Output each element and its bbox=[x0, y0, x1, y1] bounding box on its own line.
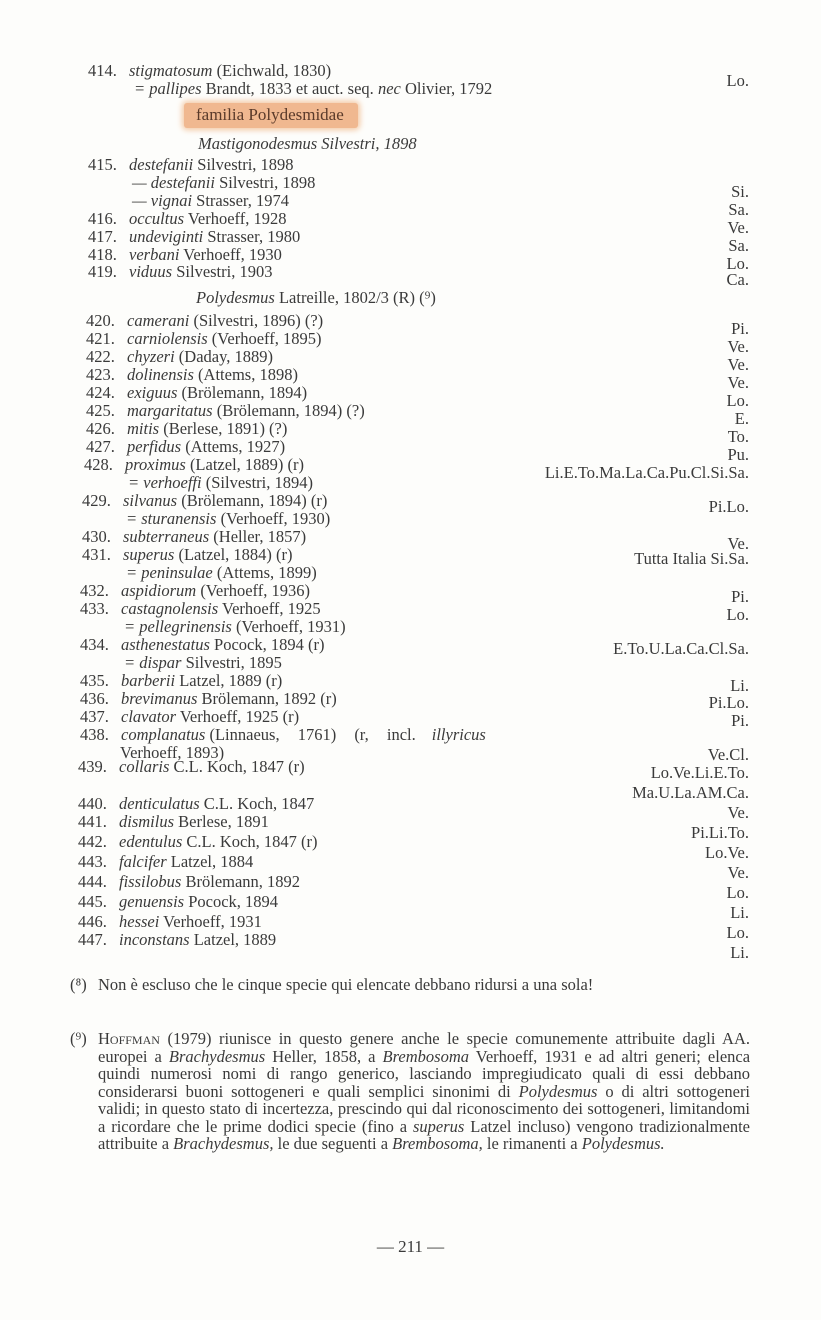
entry-number: 443. bbox=[78, 852, 107, 871]
region-label: Pi.Li.To. bbox=[691, 823, 749, 842]
species-name: subterraneus bbox=[123, 527, 210, 546]
entry-number: 425. bbox=[86, 401, 115, 420]
species-entry bbox=[86, 402, 365, 420]
region-label: Ve. bbox=[727, 337, 749, 356]
species-authority: Pocock, 1894 bbox=[188, 892, 279, 911]
synonym-entry bbox=[128, 474, 313, 492]
entry-number: 417. bbox=[88, 227, 117, 246]
genus-heading-text: Mastigonodesmus Silvestri, 1898 bbox=[198, 134, 417, 153]
species-name: perfidus bbox=[127, 437, 182, 456]
region-label: Lo. bbox=[726, 923, 749, 942]
region-label: E.To.U.La.Ca.Cl.Sa. bbox=[613, 639, 749, 658]
species-authority: Silvestri, 1898 bbox=[197, 155, 294, 174]
region-label: Pi. bbox=[731, 319, 749, 338]
species-name: exiguus bbox=[127, 383, 178, 402]
region-label: Ve. bbox=[727, 355, 749, 374]
species-authority: (Berlese, 1891) (?) bbox=[163, 419, 288, 438]
region-label: Ve. bbox=[727, 803, 749, 822]
genus-heading-polydesmus bbox=[196, 288, 436, 308]
species-name: castagnolensis bbox=[121, 599, 219, 618]
species-name: occultus bbox=[129, 209, 184, 228]
footnote-8 bbox=[70, 976, 750, 994]
species-name: silvanus bbox=[123, 491, 178, 510]
entry-number: 445. bbox=[78, 892, 107, 911]
region-label: Lo. bbox=[726, 605, 749, 624]
species-name: aspidiorum bbox=[121, 581, 197, 600]
species-authority: (Eichwald, 1830) bbox=[216, 61, 332, 80]
species-entry bbox=[86, 420, 287, 438]
species-name: proximus bbox=[125, 455, 186, 474]
entry-number: 421. bbox=[86, 329, 115, 348]
species-name: mitis bbox=[127, 419, 160, 438]
species-entry bbox=[80, 636, 324, 654]
species-entry bbox=[78, 853, 253, 871]
species-authority: (Brölemann, 1894) (r) bbox=[181, 491, 328, 510]
family-label: familia Polydesmidae bbox=[184, 103, 358, 128]
species-entry bbox=[78, 795, 314, 813]
species-authority: Latzel, 1884 bbox=[170, 852, 254, 871]
genus-authority: Latreille, 1802/3 (R) (⁹) bbox=[278, 288, 436, 307]
synonym-authority: Brandt, 1833 et auct. seq. nec Olivier, 1792 bbox=[205, 79, 493, 98]
species-authority: Verhoeff, 1931 bbox=[163, 912, 262, 931]
species-name: falcifer bbox=[119, 852, 167, 871]
synonym-entry bbox=[126, 510, 330, 528]
footnote-genus: superus bbox=[413, 1116, 465, 1136]
entry-number: 427. bbox=[86, 437, 115, 456]
species-entry bbox=[82, 546, 293, 564]
region-label: Lo.Ve.Li.E.To. bbox=[650, 763, 749, 782]
synonym-name: = peninsulae bbox=[126, 563, 213, 582]
species-name: brevimanus bbox=[121, 689, 198, 708]
region-label: E. bbox=[734, 409, 749, 428]
species-name: verbani bbox=[129, 245, 180, 264]
species-authority: (Attems, 1927) bbox=[185, 437, 286, 456]
entry-number: 436. bbox=[80, 689, 109, 708]
species-authority: Latzel, 1889 bbox=[193, 930, 277, 949]
entry-number: 429. bbox=[82, 491, 111, 510]
species-authority: Verhoeff, 1925 (r) bbox=[179, 707, 300, 726]
region-label: Lo. bbox=[726, 254, 749, 273]
species-authority: (Attems, 1898) bbox=[198, 365, 298, 384]
region-label: Ve. bbox=[727, 534, 749, 553]
footnote-part: Verhoeff, 1931 e ad altri generi; elenca quindi numerosi nomi di rango generico, lasciando impregiudicato quali di essi debbano considerarsi buoni sottogeneri e quali semplici sinonimi di bbox=[98, 1046, 751, 1101]
species-authority: Brölemann, 1892 (r) bbox=[201, 689, 337, 708]
species-authority: Silvestri, 1903 bbox=[176, 262, 273, 281]
region-label: Lo. bbox=[726, 71, 749, 90]
footnote-genus: Brembosoma bbox=[382, 1046, 469, 1066]
footnote-part: o di altri sottogeneri validi; in questo stato di incertezza, prescindo qui dal riconoscimento dei sottogeneri, limitandomi a ricordare che le prime dodici specie (fino a bbox=[98, 1081, 751, 1136]
entry-number: 422. bbox=[86, 347, 115, 366]
page-number: — 211 — bbox=[376, 1237, 445, 1256]
entry-number: 416. bbox=[88, 209, 117, 228]
synonym-authority: Silvestri, 1898 bbox=[219, 173, 316, 192]
species-authority: C.L. Koch, 1847 bbox=[203, 794, 315, 813]
footnote-genus: Brembosoma, bbox=[392, 1134, 483, 1153]
region-label: Pi. bbox=[731, 587, 749, 606]
entry-number: 437. bbox=[80, 707, 109, 726]
region-label: Ca. bbox=[726, 270, 749, 289]
species-authority: (Brölemann, 1894) bbox=[181, 383, 308, 402]
synonym-entry bbox=[134, 80, 492, 98]
entry-number: 440. bbox=[78, 794, 107, 813]
species-authority: Berlese, 1891 bbox=[178, 812, 269, 831]
species-extra: illyricus bbox=[431, 725, 486, 744]
synonym-authority: Verhoeff, 1893) bbox=[120, 743, 225, 762]
species-entry bbox=[86, 348, 273, 366]
region-label: Lo. bbox=[726, 391, 749, 410]
footnote-9 bbox=[70, 1030, 750, 1153]
synonym-authority: Silvestri, 1895 bbox=[185, 653, 282, 672]
synonym-name: = pellegrinensis bbox=[124, 617, 232, 636]
species-authority: Brölemann, 1892 bbox=[185, 872, 301, 891]
species-authority: Latzel, 1889 (r) bbox=[179, 671, 283, 690]
species-authority: (Daday, 1889) bbox=[178, 347, 274, 366]
region-label: To. bbox=[727, 427, 749, 446]
entry-number: 431. bbox=[82, 545, 111, 564]
species-name: denticulatus bbox=[119, 794, 200, 813]
region-label: Pi.Lo. bbox=[708, 693, 749, 712]
region-label: Pi.Lo. bbox=[708, 497, 749, 516]
species-name: genuensis bbox=[119, 892, 185, 911]
species-entry bbox=[86, 384, 307, 402]
species-name: dismilus bbox=[119, 812, 175, 831]
footnote-text: Non è escluso che le cinque specie qui elencate debbano ridursi a una sola! bbox=[98, 975, 594, 994]
species-entry bbox=[78, 873, 300, 891]
entry-number: 419. bbox=[88, 262, 117, 281]
species-name: collaris bbox=[119, 757, 170, 776]
region-label: Lo.Ve. bbox=[705, 843, 749, 862]
species-entry bbox=[82, 492, 327, 510]
entry-number: 439. bbox=[78, 757, 107, 776]
region-label: Li. bbox=[730, 903, 749, 922]
region-label: Li.E.To.Ma.La.Ca.Pu.Cl.Si.Sa. bbox=[544, 463, 749, 482]
region-label: Ve. bbox=[727, 218, 749, 237]
species-entry bbox=[78, 833, 317, 851]
species-authority: (Latzel, 1889) (r) bbox=[189, 455, 305, 474]
species-authority: Pocock, 1894 (r) bbox=[214, 635, 325, 654]
entry-number: 447. bbox=[78, 930, 107, 949]
region-label: Sa. bbox=[728, 200, 749, 219]
species-name: margaritatus bbox=[127, 401, 213, 420]
entry-number: 426. bbox=[86, 419, 115, 438]
species-entry bbox=[78, 893, 278, 911]
species-name: destefanii bbox=[129, 155, 194, 174]
species-authority: (Heller, 1857) bbox=[213, 527, 307, 546]
species-entry bbox=[80, 708, 299, 726]
entry-number: 442. bbox=[78, 832, 107, 851]
footnote-mark: (⁸) bbox=[70, 975, 87, 994]
footnote-author: Hoffman bbox=[98, 1029, 160, 1048]
species-authority: C.L. Koch, 1847 (r) bbox=[186, 832, 318, 851]
species-authority: Verhoeff, 1930 bbox=[183, 245, 282, 264]
species-entry bbox=[86, 330, 321, 348]
species-name: edentulus bbox=[119, 832, 183, 851]
species-name: hessei bbox=[119, 912, 160, 931]
synonym-name: — destefanii bbox=[132, 173, 215, 192]
region-label: Ve.Cl. bbox=[707, 745, 749, 764]
synonym-authority: (Silvestri, 1894) bbox=[205, 473, 313, 492]
genus-name: Polydesmus bbox=[196, 288, 275, 307]
synonym-entry bbox=[132, 174, 315, 192]
region-label: Sa. bbox=[728, 236, 749, 255]
footnote-text bbox=[98, 1030, 750, 1153]
species-authority: Strasser, 1980 bbox=[207, 227, 301, 246]
region-label: Si. bbox=[731, 182, 749, 201]
entry-number: 441. bbox=[78, 812, 107, 831]
entry-number: 434. bbox=[80, 635, 109, 654]
species-authority: (Verhoeff, 1936) bbox=[200, 581, 310, 600]
footnote-genus: Polydesmus. bbox=[581, 1134, 665, 1153]
synonym-authority: (Verhoeff, 1931) bbox=[235, 617, 346, 636]
species-entry bbox=[80, 672, 282, 690]
entry-number: 420. bbox=[86, 311, 115, 330]
species-entry bbox=[86, 366, 298, 384]
footnote-part: Latzel incluso) vengono tradizionalmente attribuite a bbox=[98, 1116, 750, 1153]
species-entry bbox=[84, 456, 304, 474]
species-name: dolinensis bbox=[127, 365, 194, 384]
species-entry bbox=[88, 228, 300, 246]
synonym-name: = sturanensis bbox=[126, 509, 217, 528]
region-label: Ve. bbox=[727, 373, 749, 392]
species-authority: (Latzel, 1884) (r) bbox=[178, 545, 293, 564]
species-name: inconstans bbox=[119, 930, 190, 949]
entry-number: 432. bbox=[80, 581, 109, 600]
region-label: Lo. bbox=[726, 883, 749, 902]
species-name: viduus bbox=[129, 262, 173, 281]
species-name: stigmatosum bbox=[129, 61, 213, 80]
entry-number: 424. bbox=[86, 383, 115, 402]
species-name: asthenestatus bbox=[121, 635, 210, 654]
species-name: undeviginti bbox=[129, 227, 204, 246]
footnote-genus: Brachydesmus, bbox=[173, 1134, 274, 1153]
latin-nec: nec bbox=[377, 79, 401, 98]
footnote-mark: (⁹) bbox=[70, 1029, 87, 1048]
synonym-name: = verhoeffi bbox=[128, 473, 202, 492]
species-authority: Verhoeff, 1928 bbox=[187, 209, 287, 228]
synonym-entry bbox=[124, 654, 282, 672]
species-name: carniolensis bbox=[127, 329, 208, 348]
footnote-part: Heller, 1858, a bbox=[272, 1046, 376, 1066]
region-label: Li. bbox=[730, 943, 749, 962]
footnote-genus: Polydesmus bbox=[518, 1081, 598, 1101]
species-name: clavator bbox=[121, 707, 176, 726]
species-name: complanatus bbox=[121, 725, 206, 744]
region-label: Li. bbox=[730, 676, 749, 695]
species-entry bbox=[78, 758, 305, 776]
entry-number: 446. bbox=[78, 912, 107, 931]
species-name: camerani bbox=[127, 311, 190, 330]
region-label: Tutta Italia Si.Sa. bbox=[634, 549, 749, 568]
species-entry bbox=[78, 913, 262, 931]
synonym-name: — vignai bbox=[132, 191, 193, 210]
species-entry bbox=[80, 690, 337, 708]
footnote-genus: Brachydesmus bbox=[168, 1046, 266, 1066]
species-entry bbox=[88, 156, 294, 174]
entry-number: 430. bbox=[82, 527, 111, 546]
genus-heading-mastigonodesmus bbox=[198, 134, 417, 154]
synonym-name: = dispar bbox=[124, 653, 182, 672]
species-name: superus bbox=[123, 545, 175, 564]
species-entry bbox=[86, 312, 323, 330]
species-entry bbox=[80, 726, 486, 744]
species-entry bbox=[80, 582, 310, 600]
species-name: fissilobus bbox=[119, 872, 182, 891]
species-entry bbox=[86, 438, 285, 456]
species-authority: (Silvestri, 1896) (?) bbox=[193, 311, 324, 330]
species-authority: C.L. Koch, 1847 (r) bbox=[173, 757, 305, 776]
footnote-part: (1979) riunisce in questo genere anche le specie comunemente attribuite dagli AA. europei a bbox=[98, 1029, 751, 1066]
synonym-name: = pallipes bbox=[134, 79, 202, 98]
synonym-entry bbox=[124, 618, 346, 636]
entry-number: 433. bbox=[80, 599, 109, 618]
entry-number: 435. bbox=[80, 671, 109, 690]
species-authority: (Verhoeff, 1895) bbox=[211, 329, 322, 348]
species-authority: (Linnaeus, 1761) (r, incl. bbox=[209, 725, 416, 744]
species-authority: Verhoeff, 1925 bbox=[222, 599, 321, 618]
entry-number: 438. bbox=[80, 725, 109, 744]
species-name: barberii bbox=[121, 671, 176, 690]
synonym-entry bbox=[126, 564, 317, 582]
species-authority: (Brölemann, 1894) (?) bbox=[216, 401, 365, 420]
entry-number: 428. bbox=[84, 455, 113, 474]
entry-number: 415. bbox=[88, 155, 117, 174]
species-entry bbox=[88, 62, 331, 80]
species-entry bbox=[82, 528, 306, 546]
region-label: Pi. bbox=[731, 711, 749, 730]
synonym-entry bbox=[132, 192, 289, 210]
synonym-authority: (Attems, 1899) bbox=[216, 563, 317, 582]
species-entry bbox=[78, 813, 269, 831]
entry-number: 444. bbox=[78, 872, 107, 891]
entry-number: 418. bbox=[88, 245, 117, 264]
species-entry bbox=[88, 263, 272, 281]
species-entry bbox=[80, 600, 321, 618]
species-entry bbox=[88, 210, 287, 228]
species-entry bbox=[78, 931, 276, 949]
footnote-part: le rimanenti a bbox=[486, 1134, 578, 1153]
region-label: Ve. bbox=[727, 863, 749, 882]
entry-number: 414. bbox=[88, 61, 117, 80]
species-name: chyzeri bbox=[127, 347, 175, 366]
entry-number: 423. bbox=[86, 365, 115, 384]
synonym-authority: Strasser, 1974 bbox=[196, 191, 290, 210]
region-label: Pu. bbox=[727, 445, 749, 464]
footnote-part: le due seguenti a bbox=[277, 1134, 389, 1153]
region-label: Ma.U.La.AM.Ca. bbox=[632, 783, 749, 802]
synonym-authority: (Verhoeff, 1930) bbox=[220, 509, 331, 528]
